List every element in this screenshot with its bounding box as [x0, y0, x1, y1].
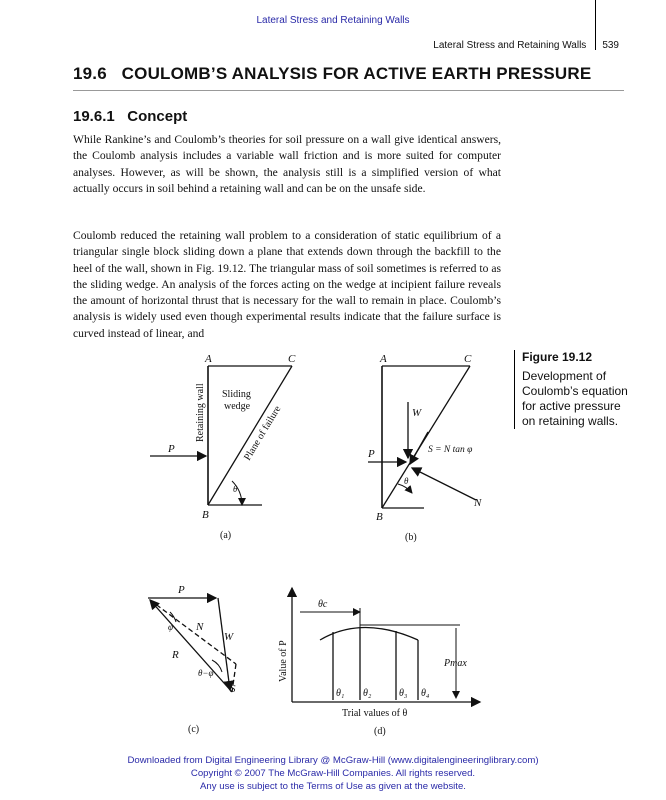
label-panel-c: (c) — [188, 724, 200, 735]
label-retaining-wall: Retaining wall — [195, 383, 206, 442]
label-d-xlabel: Trial values of θ — [342, 708, 408, 719]
chapter-banner: Lateral Stress and Retaining Walls — [256, 15, 410, 26]
label-b-A: A — [380, 353, 387, 365]
footer — [0, 754, 666, 793]
label-c-angle: θ−φ — [198, 668, 214, 678]
label-a-A: A — [205, 353, 212, 365]
section-number: 19.6 — [73, 64, 107, 83]
label-panel-b: (b) — [405, 532, 417, 543]
failure-plane-line — [208, 366, 292, 505]
label-sliding: Sliding — [222, 389, 251, 400]
label-a-B: B — [202, 509, 209, 521]
label-c-phi: φ — [168, 622, 173, 632]
panel-c — [148, 598, 236, 692]
subsection-number: 19.6.1 — [73, 108, 115, 125]
label-b-S: S = N tan φ — [428, 445, 473, 455]
paragraph-2: Coulomb reduced the retaining wall problem to a consideration of static equilibrium of a triangular single block sliding down a plane that extends down through the backfill to the heel of the wall, shown in Fig. 19.12. The triangular mass of soil sometimes is referred to as the sliding wedge. An analysis of the forces acting on the wedge at incipient failure reveals the amount of horizontal thrust that is necessary for the wall to remain in place. Coulomb’s analysis is widely used even though experimental results indicate that the failure surface is curved instead of linear, and — [73, 229, 501, 340]
figure-title: Figure 19.12 — [522, 350, 593, 364]
subsection-title: Concept — [127, 108, 188, 125]
failure-plane-line-b — [382, 366, 473, 508]
label-d-t2: θ₂ — [363, 688, 372, 699]
label-a-P: P — [168, 443, 175, 455]
section-title: COULOMB’S ANALYSIS FOR ACTIVE EARTH PRESSURE — [121, 64, 592, 83]
label-c-W: W — [224, 631, 234, 643]
label-c-R: R — [172, 649, 179, 661]
label-d-theta-c: θc — [318, 599, 328, 610]
label-a-C: C — [288, 353, 296, 365]
label-d-t1: θ₁ — [336, 688, 345, 699]
panel-b — [368, 366, 476, 508]
P-curve — [320, 628, 418, 641]
paragraph-1: While Rankine’s and Coulomb’s theories for soil pressure on a wall give identical answers, the Coulomb analysis includes a variable wall friction and is more suited for computer analyses. However, as will be shown, the analysis still is a simplified version of what actually occurs in soil behind a retaining wall and can be on the unsafe side. — [73, 133, 501, 195]
label-d-ylabel: Value of P — [278, 640, 289, 682]
footer-line-3: Any use is subject to the Terms of Use as given at the website. — [200, 781, 466, 792]
label-c-P: P — [178, 584, 185, 596]
force-W-line — [218, 598, 230, 690]
label-b-N: N — [474, 497, 482, 509]
label-d-t4: θ₄ — [421, 688, 430, 699]
label-panel-d: (d) — [374, 726, 386, 737]
label-plane-of-failure: Plane of failure — [242, 404, 284, 463]
running-head-title: Lateral Stress and Retaining Walls — [433, 40, 587, 51]
label-d-t3: θ₃ — [399, 688, 408, 699]
normal-arrow — [412, 468, 476, 500]
label-b-W: W — [412, 407, 422, 419]
footer-line-2: Copyright © 2007 The McGraw-Hill Companies. All rights reserved. — [190, 768, 476, 779]
footer-line-1[interactable]: Downloaded from Digital Engineering Library @ McGraw-Hill (www.digitalengineeringlibrary.com) — [127, 755, 539, 766]
page-number: 539 — [602, 40, 619, 51]
label-b-P: P — [368, 448, 375, 460]
label-b-C: C — [464, 353, 472, 365]
label-b-B: B — [376, 511, 383, 523]
label-panel-a: (a) — [220, 530, 232, 541]
shear-arrow — [410, 432, 428, 464]
label-a-theta: θ — [233, 484, 238, 494]
label-wedge: wedge — [224, 401, 251, 412]
label-d-pmax: Pmax — [444, 658, 467, 669]
figure-caption-text: Development of Coulomb’s equation for active pressure on retaining walls. — [522, 369, 628, 428]
panel-a — [150, 366, 292, 505]
label-b-theta: θ — [404, 476, 409, 486]
label-c-S: S — [230, 683, 236, 695]
angle-arc-c — [212, 660, 222, 672]
label-c-N: N — [196, 621, 204, 633]
